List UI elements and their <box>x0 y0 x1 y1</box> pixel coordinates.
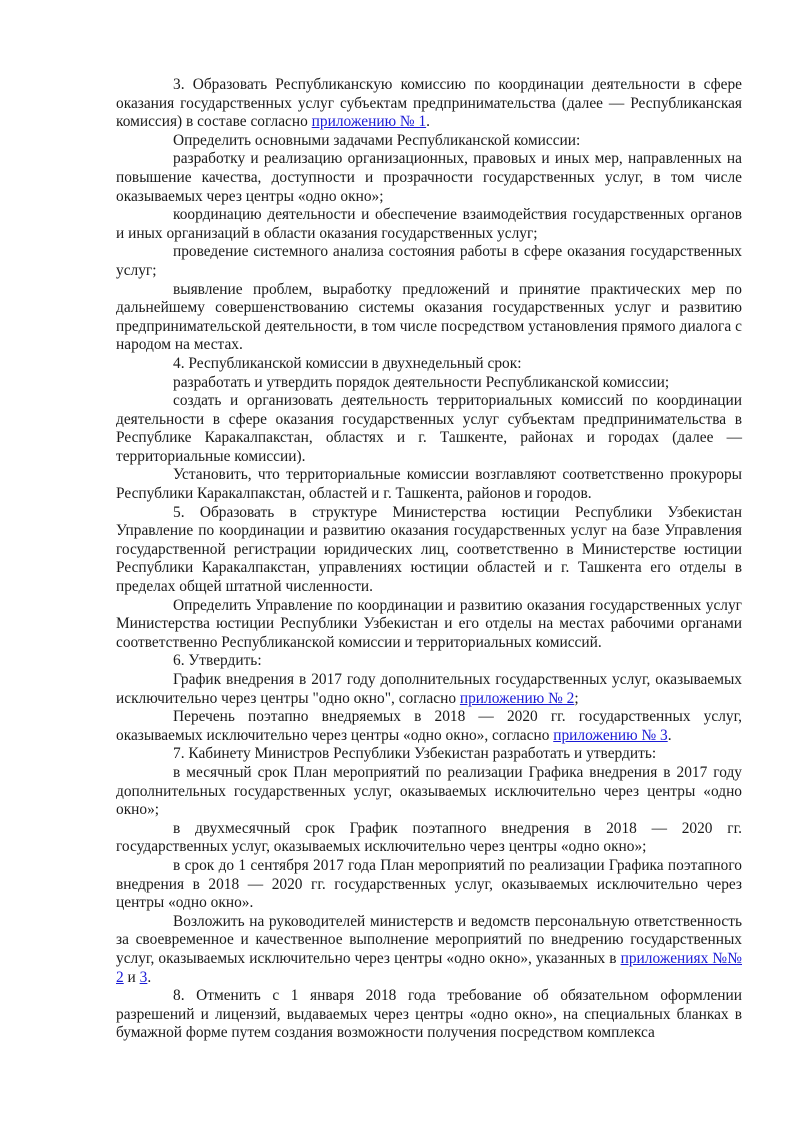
paragraph: выявление проблем, выработку предложений и принятие практических мер по дальнейшему совершенствованию системы оказания государственных услуг и развитию предпринимательской деятельности, в том числе посредством установления прямого диалога с народом на местах. <box>116 280 742 354</box>
paragraph: Перечень поэтапно внедряемых в 2018 — 2020 гг. государственных услуг, оказываемых исключительно через центры «одно окно», согласно приложению № 3. <box>116 708 742 744</box>
paragraph: разработку и реализацию организационных, правовых и иных мер, направленных на повышение качества, доступности и прозрачности государственных услуг, в том числе оказываемых через центры «одно окно»; <box>116 150 742 205</box>
paragraph: График внедрения в 2017 году дополнительных государственных услуг, оказываемых исключительно через центры "одно окно", согласно приложению № 2; <box>116 671 742 707</box>
paragraph: в срок до 1 сентября 2017 года План мероприятий по реализации Графика поэтапного внедрения в 2018 — 2020 гг. государственных услуг, оказываемых исключительно через центры «одно окно». <box>116 856 742 912</box>
link-appendix-2[interactable]: приложению № 2 <box>459 689 575 707</box>
paragraph: Возложить на руководителей министерств и ведомств персональную ответственность за своевременное и качественное выполнение мероприятий по внедрению государственных услуг, оказываемых исключительно через центры «одно окно», указанных в приложениях №№ 2 и 3. <box>116 912 742 986</box>
paragraph: Определить Управление по координации и развитию оказания государственных услуг Министерства юстиции Республики Узбекистан и его отделы на местах рабочими органами соответственно Республиканской комиссии и территориальных комиссий. <box>116 596 742 651</box>
link-appendix-3-short[interactable]: 3 <box>139 968 148 986</box>
paragraph: проведение системного анализа состояния работы в сфере оказания государственных услуг; <box>116 243 742 279</box>
link-appendix-3[interactable]: приложению № 3 <box>553 726 668 744</box>
paragraph: Установить, что территориальные комиссии возглавляют соответственно прокуроры Республики Каракалпакстан, областей и г. Ташкента, районов и городов. <box>116 466 742 503</box>
paragraph: Определить основными задачами Республиканской комиссии: <box>173 131 581 149</box>
paragraph: 8. Отменить с 1 января 2018 года требование об обязательном оформлении разрешений и лицензий, выдаваемых через центры «одно окно», на специальных бланках в бумажной форме путем создания возможности получения посредством комплекса <box>116 987 742 1042</box>
paragraph: 5. Образовать в структуре Министерства юстиции Республики Узбекистан Управление по координации и развитию оказания государственных услуг на базе Управления государственной регистрации юридических лиц, соответственно в Министерстве юстиции Республики Каракалпакстан, управлениях юстиции областей и г. Ташкента его отделы в пределах общей штатной численности. <box>116 503 742 596</box>
link-appendices-2[interactable]: приложениях №№ 2 <box>116 949 742 986</box>
paragraph: 4. Республиканской комиссии в двухнедельный срок: <box>173 354 522 372</box>
paragraph: 3. Образовать Республиканскую комиссию по координации деятельности в сфере оказания государственных услуг субъектам предпринимательства (далее — Республиканская комиссия) в составе согласно приложению № 1. <box>116 76 742 131</box>
paragraph: 6. Утвердить: <box>173 652 262 670</box>
paragraph: в двухмесячный срок График поэтапного внедрения в 2018 — 2020 гг. государственных услуг, оказываемых исключительно через центры «одно окно»; <box>116 819 742 856</box>
paragraph: координацию деятельности и обеспечение взаимодействия государственных органов и иных организаций в области оказания государственных услуг; <box>116 206 742 242</box>
link-appendix-1[interactable]: приложению № 1 <box>311 113 427 131</box>
document-body <box>116 76 742 1043</box>
paragraph: 7. Кабинету Министров Республики Узбекистан разработать и утвердить: <box>173 745 657 763</box>
paragraph: создать и организовать деятельность территориальных комиссий по координации деятельности в сфере оказания государственных услуг субъектам предпринимательства в Республике Каракалпакстан, областях и г. Ташкенте, районах и городах (далее — территориальные комиссии). <box>116 392 742 465</box>
paragraph: в месячный срок План мероприятий по реализации Графика внедрения в 2017 году дополнительных государственных услуг, оказываемых исключительно через центры «одно окно»; <box>116 763 742 819</box>
paragraph: разработать и утвердить порядок деятельности Республиканской комиссии; <box>173 373 670 391</box>
